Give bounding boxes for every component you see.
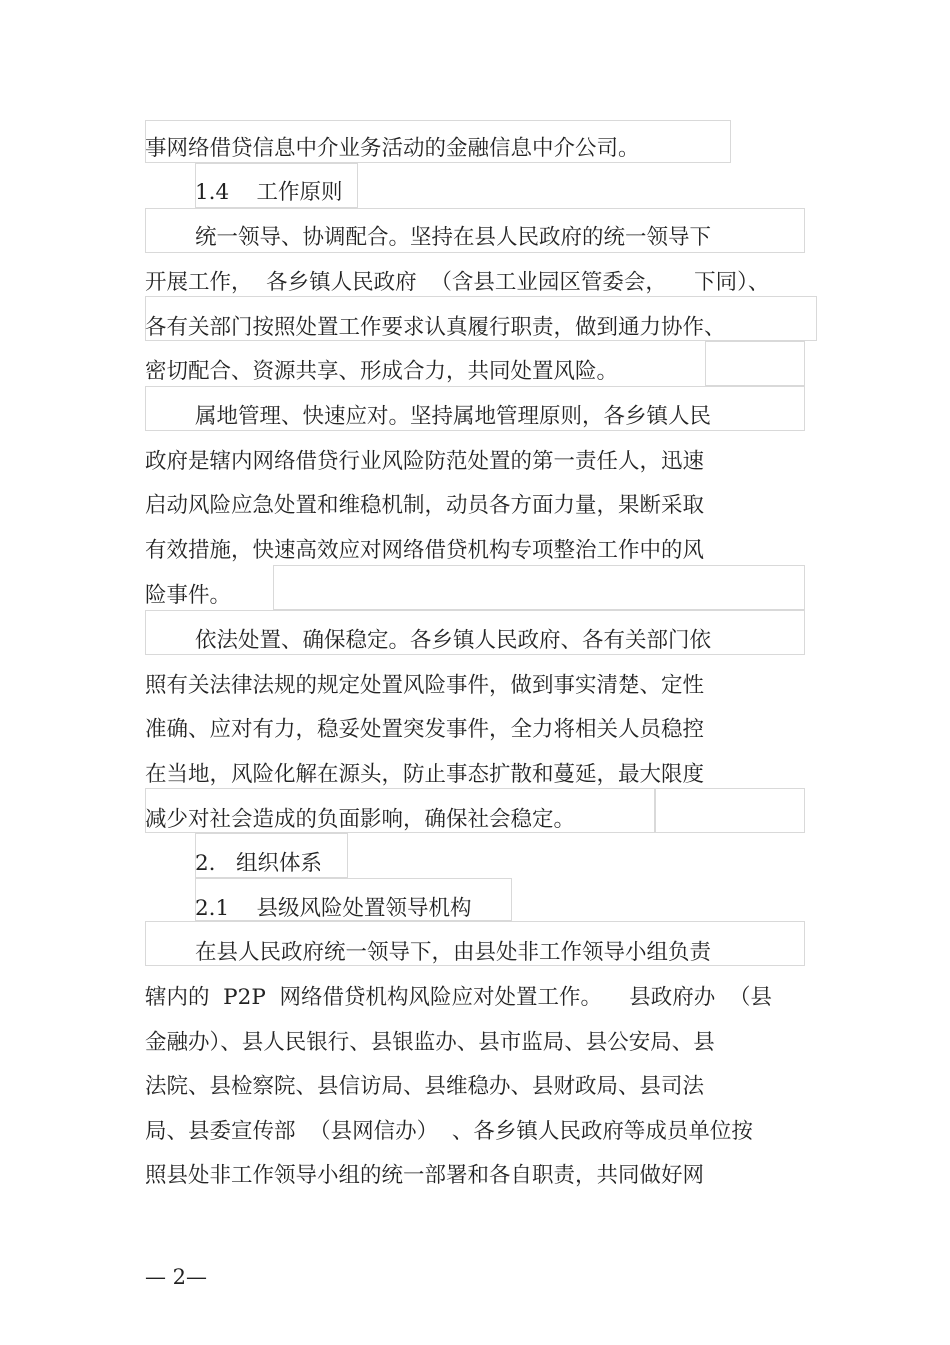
text-line: 属地管理、快速应对。坚持属地管理原则，各乡镇人民 [195,404,712,429]
section-heading: 2.1 县级风险处置领导机构 [195,896,472,921]
text-line: 政府是辖内网络借贷行业风险防范处置的第一责任人，迅速 [145,449,705,474]
text-line: 事网络借贷信息中介业务活动的金融信息中介公司。 [145,136,640,161]
text-line: 开展工作， 各乡镇人民政府 （含县工业园区管委会， 下同）、 [145,270,770,295]
text-line: 启动风险应急处置和维稳机制，动员各方面力量，果断采取 [145,493,705,518]
scan-artifact-box [655,788,805,833]
text-line: 法院、县检察院、县信访局、县维稳办、县财政局、县司法 [145,1074,705,1099]
text-line: 统一领导、协调配合。坚持在县人民政府的统一领导下 [195,225,712,250]
text-line: 减少对社会造成的负面影响，确保社会稳定。 [145,807,576,832]
text-line: 有效措施，快速高效应对网络借贷机构专项整治工作中的风 [145,538,705,563]
section-heading: 1.4 工作原则 [195,180,343,205]
text-line: 局、县委宣传部 （县网信办） 、各乡镇人民政府等成员单位按 [145,1119,753,1144]
section-heading: 2. 组织体系 [195,851,323,876]
text-line: 照县处非工作领导小组的统一部署和各自职责，共同做好网 [145,1163,705,1188]
text-line: 各有关部门按照处置工作要求认真履行职责，做到通力协作、 [145,315,726,340]
text-line: 准确、应对有力，稳妥处置突发事件，全力将相关人员稳控 [145,717,705,742]
text-line: 照有关法律法规的规定处置风险事件，做到事实清楚、定性 [145,673,705,698]
text-line: 险事件。 [145,583,232,608]
text-line: 辖内的 P2P 网络借贷机构风险应对处置工作。 县政府办 （县 [145,985,772,1010]
text-line: 在当地，风险化解在源头，防止事态扩散和蔓延，最大限度 [145,762,705,787]
scan-artifact-box [705,341,805,386]
text-line: 在县人民政府统一领导下，由县处非工作领导小组负责 [195,940,712,965]
text-line: 金融办）、县人民银行、县银监办、县市监局、县公安局、县 [145,1030,715,1055]
text-line: 依法处置、确保稳定。各乡镇人民政府、各有关部门依 [195,628,712,653]
page-number: — 2— [145,1265,208,1289]
text-line: 密切配合、资源共享、形成合力，共同处置风险。 [145,359,619,384]
scan-artifact-box [273,565,805,610]
